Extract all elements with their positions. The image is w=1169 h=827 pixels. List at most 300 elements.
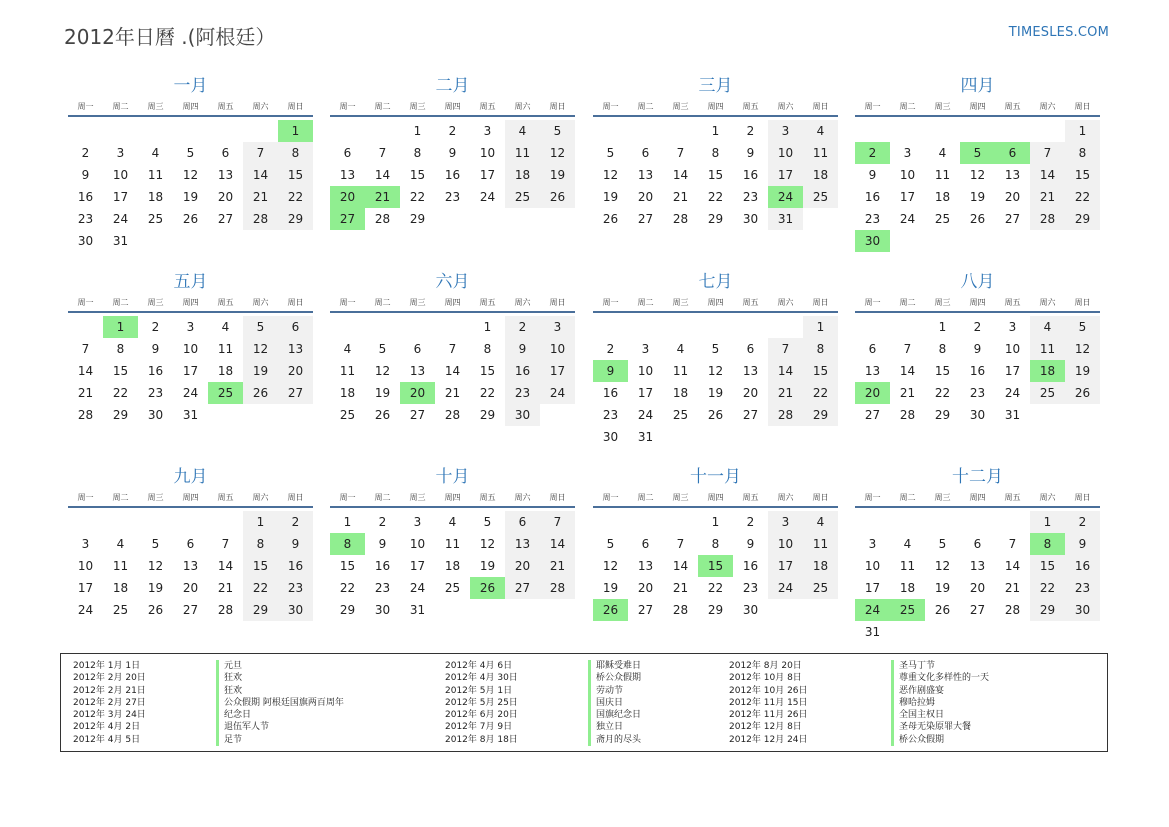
day-cell: 16 <box>969 364 986 378</box>
empty-cell <box>208 511 243 533</box>
day-cell: 22 <box>707 190 724 204</box>
day-cell: 25 <box>803 577 838 599</box>
day-cell: 20 <box>217 190 234 204</box>
weekday-label: 周五 <box>479 298 496 307</box>
weekday-label: 周四 <box>182 102 199 111</box>
day-cell: 2 <box>746 124 755 138</box>
weekday-label: 周六 <box>1039 493 1056 502</box>
day-cell: 25 <box>672 408 689 422</box>
day-cell: 12 <box>602 559 619 573</box>
holiday-date: 2012年 4月 5日 <box>73 734 141 745</box>
day-cell: 5 <box>483 515 492 529</box>
day-cell: 17 <box>182 364 199 378</box>
day-cell: 13 <box>864 364 881 378</box>
day-cell: 10 <box>77 559 94 573</box>
day-cell: 30 <box>742 603 759 617</box>
day-cell: 24 <box>899 212 916 226</box>
day-cell: 10 <box>540 338 575 360</box>
holiday-day-cell: 25 <box>890 599 925 621</box>
weekday-label: 周二 <box>899 102 916 111</box>
day-grid <box>68 316 313 426</box>
holiday-date: 2012年 12月 8日 <box>729 722 802 733</box>
day-cell: 2 <box>151 320 160 334</box>
empty-cell <box>103 511 138 533</box>
weekday-label: 周五 <box>1004 102 1021 111</box>
month-calendar <box>68 270 313 426</box>
empty-cell <box>68 511 103 533</box>
empty-cell <box>593 120 628 142</box>
weekday-label: 周四 <box>969 102 986 111</box>
empty-cell <box>330 120 365 142</box>
weekday-label: 周六 <box>252 493 269 502</box>
day-cell: 15 <box>803 360 838 382</box>
day-cell: 2 <box>81 146 90 160</box>
month-name: 八月 <box>960 272 995 292</box>
day-cell: 9 <box>1065 533 1100 555</box>
day-cell: 27 <box>637 212 654 226</box>
day-cell: 19 <box>969 190 986 204</box>
day-cell: 5 <box>378 342 387 356</box>
holiday-name: 桥公众假期 <box>891 734 1101 746</box>
holiday-date: 2012年 4月 30日 <box>445 673 518 684</box>
month-name: 十月 <box>435 467 470 487</box>
day-cell: 3 <box>483 124 492 138</box>
day-cell: 23 <box>864 212 881 226</box>
day-cell: 17 <box>637 386 654 400</box>
weekday-label: 周五 <box>1004 298 1021 307</box>
day-cell: 8 <box>711 537 720 551</box>
day-cell: 22 <box>409 190 426 204</box>
empty-cell <box>855 511 890 533</box>
day-cell: 22 <box>112 386 129 400</box>
day-cell: 15 <box>409 168 426 182</box>
day-cell: 27 <box>1004 212 1021 226</box>
weekday-label: 周五 <box>742 493 759 502</box>
holiday-date: 2012年 10月 26日 <box>729 685 808 696</box>
day-cell: 17 <box>864 581 881 595</box>
site-logo-link[interactable]: TIMESLES.COM <box>1008 25 1109 40</box>
weekday-label: 周二 <box>899 298 916 307</box>
day-cell: 3 <box>903 146 912 160</box>
holiday-names-column <box>216 660 446 746</box>
day-cell: 19 <box>147 581 164 595</box>
month-name: 十二月 <box>952 467 1003 487</box>
day-cell: 20 <box>637 581 654 595</box>
day-cell: 12 <box>147 559 164 573</box>
month-calendar <box>593 74 838 230</box>
holiday-day-cell: 27 <box>330 208 365 230</box>
weekday-label: 周二 <box>374 493 391 502</box>
day-grid <box>855 120 1100 252</box>
day-cell: 19 <box>540 164 575 186</box>
day-cell: 5 <box>1065 316 1100 338</box>
day-cell: 3 <box>1008 320 1017 334</box>
day-cell: 29 <box>339 603 356 617</box>
day-cell: 21 <box>217 581 234 595</box>
day-cell: 5 <box>243 316 278 338</box>
holiday-name: 耶稣受难日 <box>588 660 728 672</box>
day-cell: 15 <box>278 164 313 186</box>
day-cell: 23 <box>278 577 313 599</box>
day-cell: 23 <box>602 408 619 422</box>
day-cell: 8 <box>243 533 278 555</box>
day-cell: 29 <box>803 404 838 426</box>
holiday-name: 劳动节 <box>588 685 728 697</box>
day-cell: 20 <box>182 581 199 595</box>
day-cell: 16 <box>147 364 164 378</box>
weekday-label: 周三 <box>409 493 426 502</box>
day-cell: 26 <box>1065 382 1100 404</box>
empty-cell <box>103 120 138 142</box>
weekday-label: 周一 <box>77 298 94 307</box>
weekday-label: 周日 <box>1074 298 1091 307</box>
day-cell: 10 <box>768 533 803 555</box>
holiday-date: 2012年 5月 1日 <box>445 685 513 696</box>
day-cell: 8 <box>413 146 422 160</box>
month-name: 二月 <box>435 76 470 96</box>
empty-cell <box>593 316 628 338</box>
weekday-label: 周一 <box>339 493 356 502</box>
holiday-name: 恶作剧盛宴 <box>891 685 1101 697</box>
empty-cell <box>995 120 1030 142</box>
day-cell: 28 <box>243 208 278 230</box>
weekday-label: 周二 <box>112 102 129 111</box>
holiday-day-cell: 30 <box>855 230 890 252</box>
day-cell: 8 <box>483 342 492 356</box>
day-cell: 31 <box>409 603 426 617</box>
day-cell: 24 <box>637 408 654 422</box>
weekday-header <box>330 100 575 117</box>
day-cell: 9 <box>746 146 755 160</box>
day-cell: 16 <box>1065 555 1100 577</box>
day-cell: 11 <box>899 559 916 573</box>
day-cell: 4 <box>676 342 685 356</box>
holiday-name: 独立日 <box>588 721 728 733</box>
day-cell: 6 <box>278 316 313 338</box>
day-cell: 1 <box>413 124 422 138</box>
day-cell: 24 <box>1004 386 1021 400</box>
day-cell: 31 <box>182 408 199 422</box>
day-cell: 15 <box>1065 164 1100 186</box>
day-cell: 12 <box>602 168 619 182</box>
weekday-label: 周三 <box>672 493 689 502</box>
day-cell: 24 <box>112 212 129 226</box>
day-cell: 4 <box>151 146 160 160</box>
weekday-label: 周五 <box>217 298 234 307</box>
empty-cell <box>628 120 663 142</box>
day-cell: 1 <box>1030 511 1065 533</box>
day-cell: 28 <box>672 212 689 226</box>
weekday-label: 周一 <box>339 298 356 307</box>
day-cell: 14 <box>1004 559 1021 573</box>
weekday-label: 周六 <box>514 493 531 502</box>
day-cell: 24 <box>479 190 496 204</box>
empty-cell <box>733 316 768 338</box>
weekday-label: 周日 <box>549 102 566 111</box>
day-cell: 30 <box>969 408 986 422</box>
holiday-day-cell: 1 <box>103 316 138 338</box>
day-cell: 3 <box>186 320 195 334</box>
holiday-date: 2012年 4月 2日 <box>73 722 141 733</box>
weekday-label: 周四 <box>707 298 724 307</box>
day-cell: 17 <box>1004 364 1021 378</box>
day-cell: 31 <box>768 208 803 230</box>
day-cell: 18 <box>803 555 838 577</box>
empty-cell <box>173 511 208 533</box>
holiday-date: 2012年 1月 1日 <box>73 661 141 671</box>
weekday-label: 周三 <box>934 298 951 307</box>
weekday-label: 周日 <box>549 298 566 307</box>
empty-cell <box>68 316 103 338</box>
month-calendar <box>855 465 1100 643</box>
day-cell: 13 <box>1004 168 1021 182</box>
day-cell: 5 <box>540 120 575 142</box>
weekday-label: 周六 <box>252 298 269 307</box>
empty-cell <box>890 120 925 142</box>
month-name: 三月 <box>698 76 733 96</box>
day-cell: 11 <box>1030 338 1065 360</box>
holiday-list <box>60 653 1108 752</box>
day-cell: 7 <box>1008 537 1017 551</box>
day-cell: 10 <box>479 146 496 160</box>
day-grid <box>855 316 1100 426</box>
day-grid <box>593 120 838 230</box>
day-cell: 7 <box>81 342 90 356</box>
day-grid <box>330 511 575 621</box>
weekday-header <box>330 296 575 313</box>
day-cell: 23 <box>742 190 759 204</box>
day-cell: 21 <box>672 190 689 204</box>
day-cell: 11 <box>217 342 234 356</box>
day-cell: 28 <box>1030 208 1065 230</box>
day-cell: 20 <box>278 360 313 382</box>
day-cell: 12 <box>1065 338 1100 360</box>
day-cell: 15 <box>934 364 951 378</box>
holiday-date: 2012年 2月 27日 <box>73 697 146 708</box>
day-cell: 9 <box>278 533 313 555</box>
day-cell: 22 <box>707 581 724 595</box>
month-name: 六月 <box>435 272 470 292</box>
weekday-label: 周五 <box>217 102 234 111</box>
day-cell: 14 <box>768 360 803 382</box>
day-cell: 30 <box>742 212 759 226</box>
holiday-name: 圣母无染原罪大餐 <box>891 721 1101 733</box>
day-cell: 2 <box>378 515 387 529</box>
day-cell: 23 <box>374 581 391 595</box>
weekday-label: 周四 <box>969 493 986 502</box>
day-cell: 22 <box>243 577 278 599</box>
empty-cell <box>628 316 663 338</box>
day-cell: 2 <box>1065 511 1100 533</box>
day-cell: 28 <box>899 408 916 422</box>
day-cell: 9 <box>81 168 90 182</box>
weekday-header <box>593 100 838 117</box>
day-cell: 26 <box>707 408 724 422</box>
day-cell: 10 <box>112 168 129 182</box>
day-cell: 24 <box>768 577 803 599</box>
day-cell: 14 <box>77 364 94 378</box>
empty-cell <box>890 316 925 338</box>
empty-cell <box>960 511 995 533</box>
weekday-label: 周三 <box>934 102 951 111</box>
weekday-label: 周一 <box>339 102 356 111</box>
day-cell: 2 <box>606 342 615 356</box>
day-cell: 13 <box>182 559 199 573</box>
day-cell: 27 <box>742 408 759 422</box>
weekday-label: 周五 <box>1004 493 1021 502</box>
day-cell: 20 <box>969 581 986 595</box>
holiday-date: 2012年 3月 24日 <box>73 710 146 721</box>
day-cell: 2 <box>505 316 540 338</box>
day-cell: 1 <box>483 320 492 334</box>
day-cell: 16 <box>742 168 759 182</box>
holiday-date: 2012年 12月 24日 <box>729 734 808 745</box>
day-cell: 6 <box>343 146 352 160</box>
weekday-label: 周四 <box>444 298 461 307</box>
weekday-label: 周四 <box>707 102 724 111</box>
day-cell: 4 <box>1030 316 1065 338</box>
weekday-label: 周三 <box>672 102 689 111</box>
weekday-label: 周二 <box>899 493 916 502</box>
day-cell: 15 <box>112 364 129 378</box>
weekday-label: 周四 <box>444 102 461 111</box>
day-cell: 6 <box>186 537 195 551</box>
day-cell: 4 <box>938 146 947 160</box>
day-cell: 17 <box>899 190 916 204</box>
day-cell: 1 <box>343 515 352 529</box>
day-cell: 8 <box>711 146 720 160</box>
day-cell: 26 <box>969 212 986 226</box>
day-cell: 29 <box>278 208 313 230</box>
day-cell: 4 <box>505 120 540 142</box>
day-cell: 27 <box>637 603 654 617</box>
day-cell: 30 <box>1065 599 1100 621</box>
day-cell: 6 <box>221 146 230 160</box>
day-cell: 25 <box>112 603 129 617</box>
day-cell: 22 <box>1030 577 1065 599</box>
day-cell: 11 <box>339 364 356 378</box>
day-cell: 27 <box>182 603 199 617</box>
weekday-label: 周三 <box>934 493 951 502</box>
day-cell: 26 <box>602 212 619 226</box>
day-cell: 29 <box>409 212 426 226</box>
day-cell: 20 <box>1004 190 1021 204</box>
day-cell: 2 <box>746 515 755 529</box>
weekday-label: 周日 <box>549 493 566 502</box>
empty-cell <box>593 511 628 533</box>
day-cell: 2 <box>973 320 982 334</box>
day-cell: 7 <box>378 146 387 160</box>
weekday-label: 周四 <box>444 493 461 502</box>
day-cell: 11 <box>803 142 838 164</box>
day-cell: 5 <box>606 146 615 160</box>
day-cell: 13 <box>217 168 234 182</box>
weekday-label: 周一 <box>864 102 881 111</box>
day-cell: 28 <box>672 603 689 617</box>
day-cell: 31 <box>112 234 129 248</box>
day-cell: 15 <box>243 555 278 577</box>
day-cell: 15 <box>1030 555 1065 577</box>
day-cell: 9 <box>746 537 755 551</box>
month-name: 九月 <box>173 467 208 487</box>
day-cell: 4 <box>903 537 912 551</box>
weekday-header <box>68 100 313 117</box>
weekday-label: 周三 <box>672 298 689 307</box>
day-cell: 4 <box>343 342 352 356</box>
day-cell: 29 <box>243 599 278 621</box>
day-cell: 11 <box>934 168 951 182</box>
day-cell: 28 <box>217 603 234 617</box>
day-cell: 10 <box>182 342 199 356</box>
day-cell: 7 <box>768 338 803 360</box>
day-cell: 21 <box>1030 186 1065 208</box>
day-cell: 1 <box>711 124 720 138</box>
day-cell: 3 <box>868 537 877 551</box>
month-calendar <box>593 270 838 448</box>
holiday-day-cell: 15 <box>698 555 733 577</box>
holiday-day-cell: 21 <box>365 186 400 208</box>
day-cell: 28 <box>540 577 575 599</box>
day-cell: 21 <box>1004 581 1021 595</box>
weekday-label: 周六 <box>777 298 794 307</box>
weekday-label: 周一 <box>77 102 94 111</box>
day-cell: 25 <box>934 212 951 226</box>
day-cell: 27 <box>505 577 540 599</box>
day-cell: 21 <box>540 555 575 577</box>
month-calendar <box>855 74 1100 252</box>
day-cell: 1 <box>711 515 720 529</box>
empty-cell <box>1030 120 1065 142</box>
weekday-label: 周三 <box>147 102 164 111</box>
holiday-date: 2012年 2月 21日 <box>73 685 146 696</box>
empty-cell <box>243 120 278 142</box>
weekday-label: 周日 <box>1074 493 1091 502</box>
day-cell: 19 <box>1065 360 1100 382</box>
weekday-label: 周日 <box>1074 102 1091 111</box>
holiday-day-cell: 9 <box>593 360 628 382</box>
day-cell: 14 <box>243 164 278 186</box>
weekday-label: 周三 <box>409 298 426 307</box>
day-cell: 22 <box>934 386 951 400</box>
day-cell: 9 <box>973 342 982 356</box>
day-cell: 6 <box>641 146 650 160</box>
weekday-header <box>330 491 575 508</box>
day-cell: 10 <box>637 364 654 378</box>
day-cell: 28 <box>768 404 803 426</box>
weekday-header <box>855 296 1100 313</box>
day-cell: 6 <box>868 342 877 356</box>
day-cell: 9 <box>378 537 387 551</box>
day-cell: 19 <box>243 360 278 382</box>
day-cell: 19 <box>182 190 199 204</box>
day-cell: 27 <box>969 603 986 617</box>
day-cell: 21 <box>444 386 461 400</box>
day-cell: 13 <box>505 533 540 555</box>
day-cell: 27 <box>217 212 234 226</box>
holiday-dates-column <box>73 660 218 746</box>
day-cell: 4 <box>803 511 838 533</box>
day-cell: 14 <box>217 559 234 573</box>
day-cell: 23 <box>742 581 759 595</box>
day-cell: 8 <box>803 338 838 360</box>
day-cell: 30 <box>505 404 540 426</box>
day-cell: 17 <box>409 559 426 573</box>
month-calendar <box>855 270 1100 426</box>
day-cell: 19 <box>707 386 724 400</box>
weekday-label: 周二 <box>374 298 391 307</box>
day-grid <box>330 120 575 230</box>
holiday-day-cell: 20 <box>855 382 890 404</box>
